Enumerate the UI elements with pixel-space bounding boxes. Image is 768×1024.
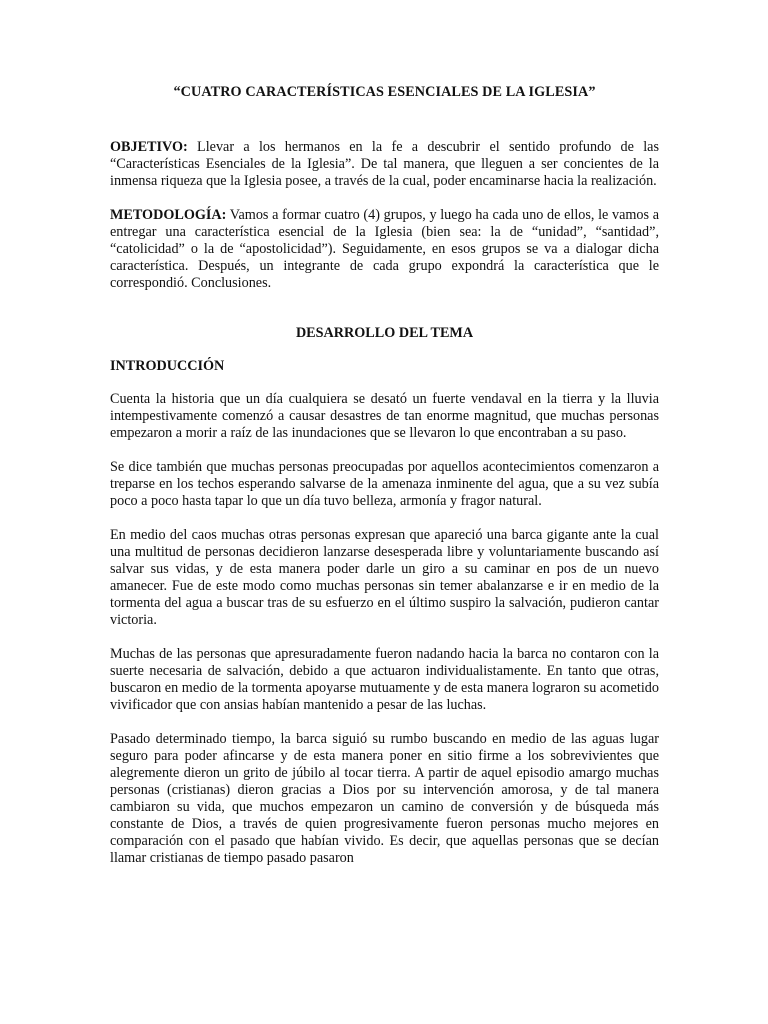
metodologia-text: Vamos a formar cuatro (4) grupos, y luego ha cada uno de ellos, le vamos a entregar una característica esencial de la Iglesia (bien sea: la de “unidad”, “santidad”, “catolicidad” o la de “apostolicidad”). Seguidamente, en esos grupos se va a dialogar dicha característica. Después, un integrante de cada grupo expondrá la característica que le correspondió. Conclusiones.: [110, 207, 659, 291]
objetivo-label: OBJETIVO:: [110, 139, 188, 155]
body-paragraph-1: Cuenta la historia que un día cualquiera se desató un fuerte vendaval en la tierra y la lluvia intempestivamente comenzó a causar desastres de tan enorme magnitud, que muchas personas empezaron a morir a raíz de las inundaciones que se llevaron lo que encontraban a su paso.: [110, 391, 659, 441]
document-title: “CUATRO CARACTERÍSTICAS ESENCIALES DE LA IGLESIA”: [173, 84, 596, 100]
body-paragraph-3: En medio del caos muchas otras personas expresan que apareció una barca gigante ante la cual una multitud de personas decidieron lanzarse desesperada libre y voluntariamente buscando así salvar sus vidas, y de esta manera poder darle un giro a su caminar en pos de un nuevo amanecer. Fue de este modo como muchas personas sin temer abalanzarse e ir en medio de la tormenta del agua a buscar tras de su esfuerzo en el último suspiro la salvación, pudieron cantar victoria.: [110, 527, 659, 628]
section-title: DESARROLLO DEL TEMA: [295, 325, 474, 341]
objetivo-paragraph: [110, 139, 659, 190]
metodologia-paragraph: [110, 207, 659, 292]
body-paragraph-2: Se dice también que muchas personas preocupadas por aquellos acontecimientos comenzaron a treparse en los techos esperando salvarse de la amenaza inminente del agua, que a su vez subía poco a poco hasta tapar lo que un día tuvo belleza, armonía y fragor natural.: [110, 459, 659, 509]
body-paragraph-5: Pasado determinado tiempo, la barca siguió su rumbo buscando en medio de las aguas lugar seguro para poder afincarse y de esta manera poner en sitio firme a los sobrevivientes que alegremente dieron un grito de júbilo al tocar tierra. A partir de aquel episodio amargo muchas personas (cristianas) dieron gracias a Dios por su intervención amorosa, y de tal manera cambiaron su vida, que muchos empezaron un camino de conversión y de búsqueda más constante de Dios, a través de quien progresivamente fueron personas mucho mejores en comparación con el pasado que habían vivido. Es decir, que aquellas personas que se decían llamar cristianas de tiempo pasado pasaron: [110, 731, 659, 866]
metodologia-label: METODOLOGÍA:: [110, 207, 227, 223]
objetivo-text: Llevar a los hermanos en la fe a descubrir el sentido profundo de las “Características Esenciales de la Iglesia”. De tal manera, que lleguen a ser concientes de la inmensa riqueza que la Iglesia posee, a través de la cual, poder encaminarse hacia la realización.: [110, 139, 659, 189]
subsection-title: INTRODUCCIÓN: [110, 358, 225, 374]
body-paragraph-4: Muchas de las personas que apresuradamente fueron nadando hacia la barca no contaron con la suerte necesaria de salvación, debido a que actuaron individualistamente. En tanto que otras, buscaron en medio de la tormenta apoyarse mutuamente y de esta manera lograron su acometido vivificador que con ansias habían mantenido a pesar de las luchas.: [110, 646, 659, 713]
